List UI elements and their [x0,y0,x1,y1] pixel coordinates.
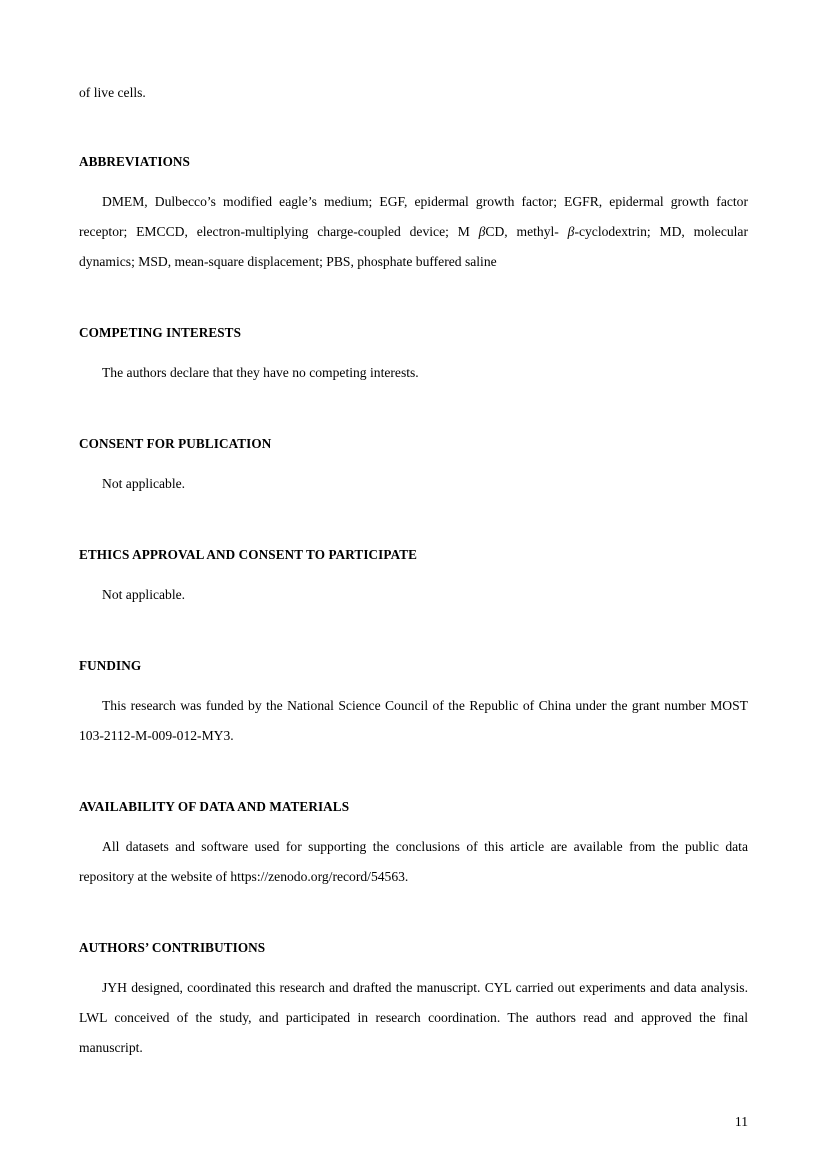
beta-symbol-1: β [478,224,486,239]
beta-symbol-2: β [567,224,575,239]
spacer [79,963,748,973]
section-heading-authors-contributions: AUTHORS’ CONTRIBUTIONS [79,940,266,955]
abbrev-text-part-3: -cyclodextrin; MD, molecular dynamics; MSD, mean-square displacement; PBS, phosphate buffered saline [79,224,748,269]
spacer [79,751,748,792]
section-body-availability-of-data: All datasets and software used for supporting the conclusions of this article are available from the public data repository at the website of https://zenodo.org/record/54563. [79,839,748,884]
section-heading-competing-interests: COMPETING INTERESTS [79,325,242,340]
spacer [79,277,748,318]
spacer [79,822,748,832]
section-body-funding: This research was funded by the National Science Council of the Republic of China under the grant number MOST 103-2112-M-009-012-MY3. [79,698,748,743]
abbrev-text-part-2: CD, methyl- [485,224,568,239]
section-body-consent-for-publication: Not applicable. [102,476,186,491]
section-heading-funding: FUNDING [79,658,142,673]
section-heading-ethics-approval: ETHICS APPROVAL AND CONSENT TO PARTICIPATE [79,547,418,562]
spacer [79,108,748,147]
spacer [79,610,748,651]
section-body-abbreviations [79,187,748,277]
carryover-text: of live cells. [79,85,146,100]
section-body-competing-interests: The authors declare that they have no competing interests. [102,365,419,380]
spacer [79,681,748,691]
section-heading-consent-for-publication: CONSENT FOR PUBLICATION [79,436,272,451]
page-number: 11 [734,1114,748,1129]
spacer [79,348,748,358]
abbrev-text-part-1: DMEM, Dulbecco’s modified eagle’s medium; EGF, epidermal growth factor; EGFR, epidermal growth factor receptor; EMCCD, electron-multiplying charge-coupled device; M [79,194,748,239]
page-content [79,78,748,1063]
spacer [79,459,748,469]
section-heading-availability-of-data: AVAILABILITY OF DATA AND MATERIALS [79,799,350,814]
spacer [79,177,748,187]
spacer [79,892,748,933]
section-body-ethics-approval: Not applicable. [102,587,186,602]
section-body-authors-contributions: JYH designed, coordinated this research and drafted the manuscript. CYL carried out experiments and data analysis. LWL conceived of the study, and participated in research coordination. The authors read and approved the final manuscript. [79,980,748,1055]
spacer [79,499,748,540]
section-heading-abbreviations: ABBREVIATIONS [79,154,190,169]
spacer [79,388,748,429]
spacer [79,570,748,580]
